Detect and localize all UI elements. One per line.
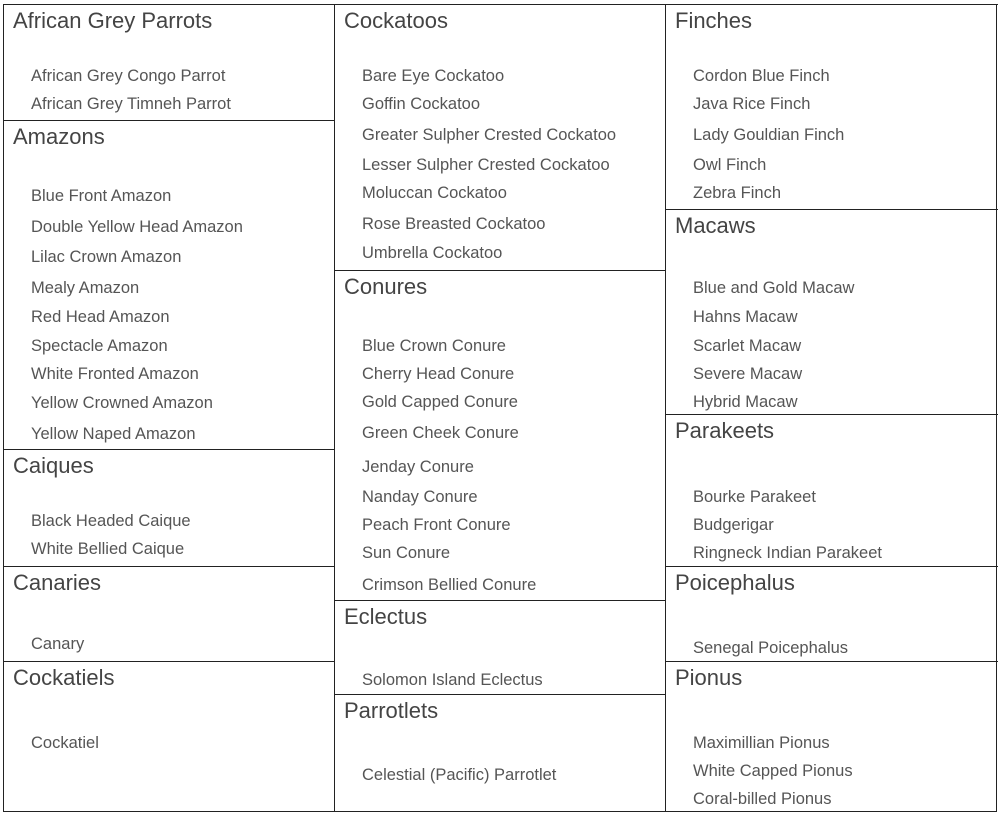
species-link[interactable]: Solomon Island Eclectus (362, 671, 543, 689)
category-amazons (3, 120, 334, 449)
category-conures (334, 270, 665, 600)
category-african-grey-parrots (3, 4, 334, 120)
species-link[interactable]: Maximillian Pionus (693, 734, 830, 752)
category-pionus (665, 661, 997, 812)
category-heading[interactable]: Finches (675, 8, 753, 33)
category-finches (665, 4, 997, 209)
species-link[interactable]: Rose Breasted Cockatoo (362, 215, 546, 233)
category-caiques (3, 449, 334, 566)
category-macaws (665, 209, 997, 414)
bird-species-directory (3, 4, 997, 812)
species-link[interactable]: Blue Crown Conure (362, 337, 506, 355)
species-link[interactable]: Hahns Macaw (693, 308, 798, 326)
species-link[interactable]: Java Rice Finch (693, 95, 811, 113)
category-heading[interactable]: Macaws (675, 213, 756, 238)
species-link[interactable]: Black Headed Caique (31, 512, 191, 530)
species-link[interactable]: Peach Front Conure (362, 516, 511, 534)
category-cockatiels (3, 661, 334, 812)
species-link[interactable]: Severe Macaw (693, 365, 803, 383)
category-heading[interactable]: Parakeets (675, 418, 775, 443)
bottom-border (3, 811, 997, 812)
species-link[interactable]: Lady Gouldian Finch (693, 126, 845, 144)
species-link[interactable]: Blue Front Amazon (31, 187, 172, 205)
species-link[interactable]: Bourke Parakeet (693, 488, 816, 506)
species-link[interactable]: Coral-billed Pionus (693, 790, 832, 808)
species-link[interactable]: White Bellied Caique (31, 540, 185, 558)
category-parrotlets (334, 694, 665, 812)
category-parakeets (665, 414, 997, 566)
category-eclectus (334, 600, 665, 694)
category-heading[interactable]: Conures (344, 274, 428, 299)
category-heading[interactable]: Poicephalus (675, 570, 795, 595)
species-link[interactable]: Nanday Conure (362, 488, 478, 506)
species-link[interactable]: Budgerigar (693, 516, 774, 534)
species-link[interactable]: Red Head Amazon (31, 308, 170, 326)
category-heading[interactable]: Eclectus (344, 604, 428, 629)
species-link[interactable]: Canary (31, 635, 85, 653)
species-link[interactable]: Umbrella Cockatoo (362, 244, 503, 262)
category-heading[interactable]: Cockatoos (344, 8, 448, 33)
species-link[interactable]: Cherry Head Conure (362, 365, 515, 383)
species-link[interactable]: Hybrid Macaw (693, 393, 798, 411)
category-heading[interactable]: Parrotlets (344, 698, 439, 723)
species-link[interactable]: Green Cheek Conure (362, 424, 519, 442)
species-link[interactable]: Jenday Conure (362, 458, 474, 476)
species-link[interactable]: Spectacle Amazon (31, 337, 168, 355)
species-link[interactable]: African Grey Congo Parrot (31, 67, 226, 85)
species-link[interactable]: Zebra Finch (693, 184, 782, 202)
category-cockatoos (334, 4, 665, 270)
species-link[interactable]: Moluccan Cockatoo (362, 184, 507, 202)
species-link[interactable]: Crimson Bellied Conure (362, 576, 537, 594)
species-link[interactable]: Mealy Amazon (31, 279, 140, 297)
species-link[interactable]: Sun Conure (362, 544, 451, 562)
species-link[interactable]: Cockatiel (31, 734, 99, 752)
species-link[interactable]: Ringneck Indian Parakeet (693, 544, 882, 562)
species-link[interactable]: White Capped Pionus (693, 762, 853, 780)
species-link[interactable]: Lesser Sulpher Crested Cockatoo (362, 156, 610, 174)
species-link[interactable]: Owl Finch (693, 156, 767, 174)
species-link[interactable]: Celestial (Pacific) Parrotlet (362, 766, 557, 784)
category-poicephalus (665, 566, 997, 661)
species-link[interactable]: African Grey Timneh Parrot (31, 95, 231, 113)
category-heading[interactable]: Pionus (675, 665, 743, 690)
species-link[interactable]: Greater Sulpher Crested Cockatoo (362, 126, 617, 144)
species-link[interactable]: Goffin Cockatoo (362, 95, 481, 113)
category-heading[interactable]: Amazons (13, 124, 105, 149)
species-link[interactable]: Blue and Gold Macaw (693, 279, 855, 297)
species-link[interactable]: Yellow Naped Amazon (31, 425, 196, 443)
species-link[interactable]: Senegal Poicephalus (693, 639, 849, 657)
species-link[interactable]: Double Yellow Head Amazon (31, 218, 243, 236)
category-heading[interactable]: Canaries (13, 570, 102, 595)
species-link[interactable]: Bare Eye Cockatoo (362, 67, 505, 85)
category-heading[interactable]: Caiques (13, 453, 94, 478)
species-link[interactable]: Scarlet Macaw (693, 337, 802, 355)
category-heading[interactable]: African Grey Parrots (13, 8, 213, 33)
species-link[interactable]: Cordon Blue Finch (693, 67, 830, 85)
species-link[interactable]: Gold Capped Conure (362, 393, 518, 411)
species-link[interactable]: Yellow Crowned Amazon (31, 394, 213, 412)
species-link[interactable]: White Fronted Amazon (31, 365, 199, 383)
category-canaries (3, 566, 334, 661)
species-link[interactable]: Lilac Crown Amazon (31, 248, 182, 266)
category-heading[interactable]: Cockatiels (13, 665, 115, 690)
